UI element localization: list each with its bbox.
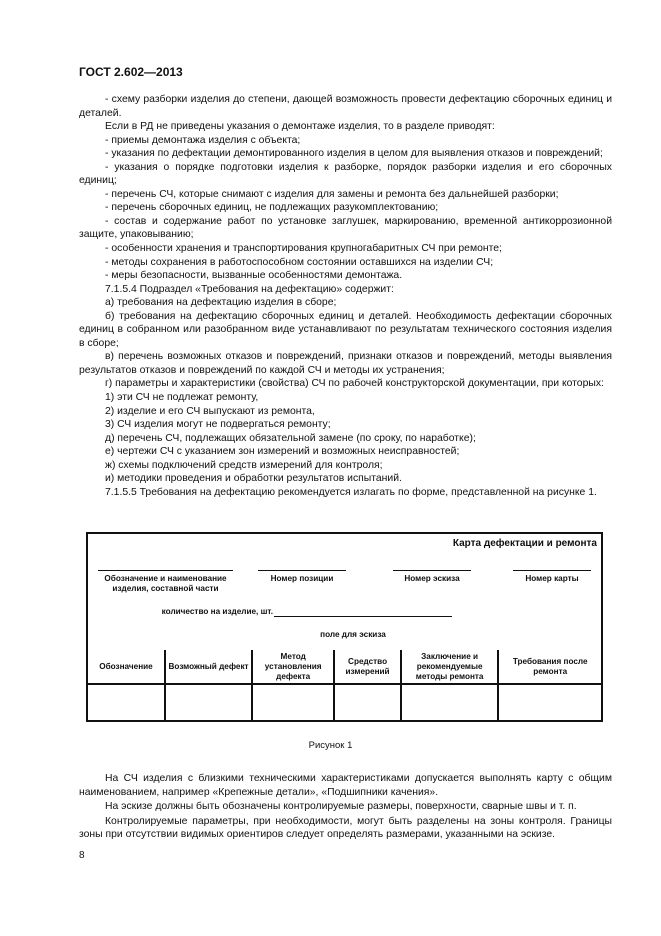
- paragraph: - указания по дефектации демонтированного изделия в целом для выявления отказов и повреждений;: [105, 148, 603, 160]
- list-item: 2) изделие и его СЧ выпускают из ремонта,: [105, 405, 315, 417]
- paragraph: На эскизе должны быть обозначены контролируемые размеры, поверхности, сварные швы и т. п.: [105, 801, 577, 813]
- card-number-line: [513, 570, 591, 571]
- paragraph: - перечень СЧ, которые снимают с изделия для замены и ремонта без дальнейшей разборки;: [105, 188, 559, 200]
- position-line: [258, 570, 346, 571]
- column-header: Метод установления дефекта: [252, 650, 334, 684]
- body-text-after-figure: [79, 772, 612, 843]
- table-cell: [252, 684, 334, 720]
- list-item: а) требования на дефектацию изделия в сборе;: [105, 297, 337, 309]
- list-item: б) требования на дефектацию сборочных единиц и деталей. Необходимость дефектации сборочных единиц в собранном или разобранном виде устанавливают по результатам технического состояния изделия в сборе;: [79, 310, 612, 349]
- list-item: 3) СЧ изделия могут не подвергаться ремонту;: [105, 419, 331, 431]
- page-number: 8: [79, 850, 85, 861]
- list-item: ж) схемы подключений средств измерений для контроля;: [105, 459, 383, 471]
- designation-line: [98, 570, 233, 571]
- paragraph: - приемы демонтажа изделия с объекта;: [105, 134, 301, 146]
- list-item: и) методики проведения и обработки результатов испытаний.: [105, 473, 402, 485]
- sketch-number-label: Номер эскиза: [404, 574, 460, 583]
- column-header: Требования после ремонта: [498, 650, 601, 684]
- quantity-label: количество на изделие, шт.: [161, 607, 273, 616]
- figure-caption: Рисунок 1: [308, 740, 353, 751]
- defect-card-form: [86, 532, 603, 722]
- document-header: ГОСТ 2.602—2013: [79, 65, 183, 79]
- form-title: Карта дефектации и ремонта: [452, 538, 597, 549]
- table-cell: [88, 684, 165, 720]
- table-header-row: [88, 650, 601, 684]
- table-row: [88, 684, 601, 720]
- table-cell: [334, 684, 401, 720]
- sketch-area-label: поле для эскиза: [320, 630, 386, 639]
- list-item: 1) эти СЧ не подлежат ремонту,: [105, 392, 259, 404]
- list-item: д) перечень СЧ, подлежащих обязательной замене (по сроку, по наработке);: [105, 432, 476, 444]
- paragraph: Если в РД не приведены указания о демонтаже изделия, то в разделе приводят:: [105, 121, 495, 133]
- position-label: Номер позиции: [270, 574, 334, 583]
- section-heading: 7.1.5.4 Подраздел «Требования на дефектацию» содержит:: [105, 283, 394, 295]
- column-header: Возможный дефект: [165, 650, 252, 684]
- paragraph: - состав и содержание работ по установке заглушек, маркированию, временной антикоррозионной защите, упаковыванию;: [79, 215, 612, 241]
- column-header: Обозначение: [88, 650, 165, 684]
- quantity-line: [274, 616, 452, 617]
- paragraph: - особенности хранения и транспортирования крупногабаритных СЧ при ремонте;: [105, 243, 502, 255]
- list-item: е) чертежи СЧ с указанием зон измерений и возможных неисправностей;: [105, 446, 460, 458]
- card-number-label: Номер карты: [525, 574, 579, 583]
- paragraph: Контролируемые параметры, при необходимости, могут быть разделены на зоны контроля. Границы зоны при отсутствии видимых ориентиров следует определять размерами, указанными на эскизе.: [79, 815, 612, 841]
- list-item: в) перечень возможных отказов и повреждений, признаки отказов и повреждений, методы выявления результатов отказов и повреждений по каждой СЧ и методы их устранения;: [79, 351, 612, 376]
- paragraph: - схему разборки изделия до степени, дающей возможность провести дефектацию сборочных единиц и деталей.: [79, 94, 612, 119]
- sketch-number-line: [393, 570, 471, 571]
- defect-table: [88, 650, 601, 720]
- paragraph: - перечень сборочных единиц, не подлежащих разукомплектованию;: [105, 202, 439, 214]
- paragraph: - меры безопасности, вызванные особенностями демонтажа.: [105, 270, 403, 282]
- paragraph: - методы сохранения в работоспособном состоянии оставшихся на изделии СЧ;: [105, 256, 494, 268]
- designation-label: Обозначение и наименование изделия, составной части: [104, 574, 227, 593]
- body-text-before-figure: [79, 93, 612, 499]
- section-heading: 7.1.5.5 Требования на дефектацию рекомендуется излагать по форме, представленной на рисунке 1.: [105, 486, 597, 498]
- table-cell: [401, 684, 498, 720]
- table-cell: [165, 684, 252, 720]
- table-cell: [498, 684, 601, 720]
- column-header: Средство измерений: [334, 650, 401, 684]
- list-item: г) параметры и характеристики (свойства) СЧ по рабочей конструкторской документации, при которых:: [105, 378, 604, 390]
- paragraph: - указания о порядке подготовки изделия к разборке, порядок разборки изделия и его сборочных единиц;: [79, 161, 612, 187]
- column-header: Заключение и рекомендуемые методы ремонта: [401, 650, 498, 684]
- paragraph: На СЧ изделия с близкими техническими характеристиками допускается выполнять карту с общим наименованием, например «Крепежные детали», «Подшипники качения».: [79, 773, 612, 798]
